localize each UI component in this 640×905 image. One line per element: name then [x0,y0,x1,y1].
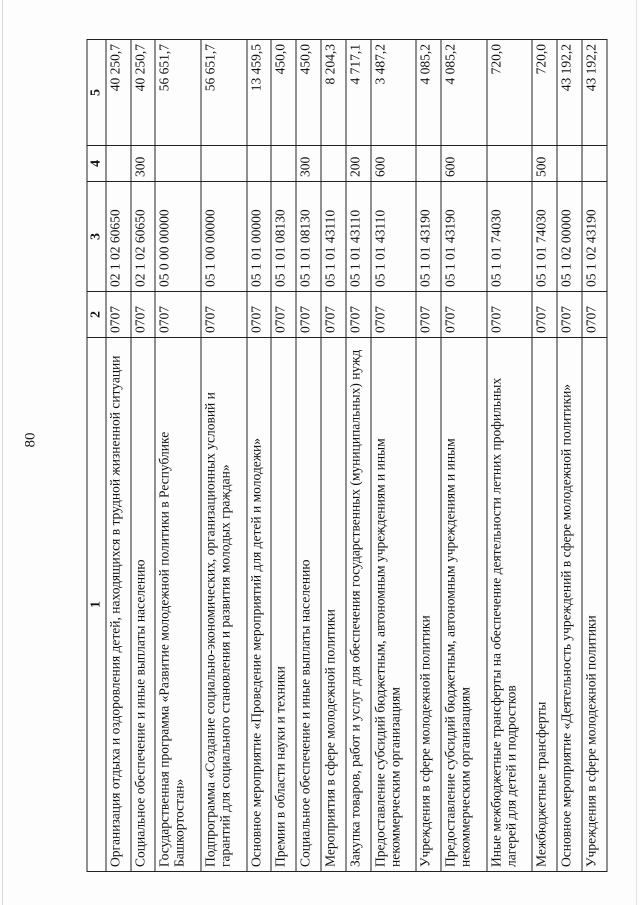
row-section-cell: 0707 [130,292,155,338]
row-amount-cell: 56 651,7 [200,40,246,146]
row-section-cell: 0707 [200,292,246,338]
table-row [582,40,607,872]
table-row [105,40,130,872]
row-name-cell: Закупка товаров, работ и услуг для обеспечения государственных (муниципальных) нужд [345,338,370,872]
page-edge-right [636,0,637,905]
row-target-cell: 05 1 01 43110 [345,182,370,292]
row-target-cell: 05 1 01 43110 [370,182,416,292]
row-type-cell [246,146,271,182]
table-row [271,40,296,872]
row-type-cell [416,146,441,182]
row-type-cell: 200 [345,146,370,182]
row-section-cell: 0707 [296,292,321,338]
row-amount-cell: 4 085,2 [416,40,441,146]
row-amount-cell: 4 085,2 [441,40,487,146]
row-target-cell: 05 1 01 43190 [416,182,441,292]
table-row [486,40,532,872]
row-name-cell: Мероприятия в сфере молодежной политики [321,338,346,872]
row-section-cell: 0707 [557,292,582,338]
table-rotated [86,40,607,872]
row-type-cell [557,146,582,182]
row-name-cell: Основное мероприятие «Деятельность учреждений в сфере молодежной политики» [557,338,582,872]
row-section-cell: 0707 [532,292,557,338]
budget-table [86,39,607,872]
row-name-cell: Премии в области науки и техники [271,338,296,872]
row-amount-cell: 43 192,2 [582,40,607,146]
table-rotation-wrapper [86,40,607,872]
row-target-cell: 05 1 00 00000 [200,182,246,292]
row-amount-cell: 4 717,1 [345,40,370,146]
row-name-cell: Социальное обеспечение и иные выплаты населению [296,338,321,872]
row-section-cell: 0707 [416,292,441,338]
row-target-cell: 05 0 00 00000 [155,182,201,292]
header-col-2: 2 [87,292,106,338]
row-name-cell: Предоставление субсидий бюджетным, автономным учреждениям и иным некоммерческим организациям [370,338,416,872]
row-type-cell: 300 [130,146,155,182]
row-type-cell [271,146,296,182]
row-target-cell: 05 1 02 43190 [582,182,607,292]
table-row [246,40,271,872]
table-row [370,40,416,872]
table-header-row [87,40,106,872]
row-type-cell: 500 [532,146,557,182]
table-row [416,40,441,872]
table-row [557,40,582,872]
table-body [105,40,606,872]
row-amount-cell: 40 250,7 [130,40,155,146]
row-section-cell: 0707 [246,292,271,338]
row-type-cell: 600 [441,146,487,182]
row-type-cell [155,146,201,182]
table-row [155,40,201,872]
header-col-4: 4 [87,146,106,182]
row-target-cell: 05 1 01 08130 [271,182,296,292]
table-row [321,40,346,872]
row-name-cell: Подпрограмма «Создание социально-экономических, организационных условий и гарантий для социального становления и развития молодых граждан» [200,338,246,872]
row-name-cell: Учреждения в сфере молодежной политики [582,338,607,872]
row-target-cell: 02 1 02 60650 [130,182,155,292]
row-name-cell: Социальное обеспечение и иные выплаты населению [130,338,155,872]
row-section-cell: 0707 [271,292,296,338]
row-target-cell: 05 1 01 43110 [321,182,346,292]
row-section-cell: 0707 [105,292,130,338]
row-amount-cell: 43 192,2 [557,40,582,146]
row-target-cell: 05 1 01 00000 [246,182,271,292]
row-target-cell: 05 1 01 74030 [486,182,532,292]
row-amount-cell: 450,0 [296,40,321,146]
page-edge-left [2,0,3,905]
row-target-cell: 05 1 01 74030 [532,182,557,292]
row-amount-cell: 56 651,7 [155,40,201,146]
table-row [296,40,321,872]
row-amount-cell: 40 250,7 [105,40,130,146]
table-row [200,40,246,872]
table-row [345,40,370,872]
row-section-cell: 0707 [345,292,370,338]
row-type-cell [321,146,346,182]
row-target-cell: 05 1 01 43190 [441,182,487,292]
row-section-cell: 0707 [370,292,416,338]
header-col-1: 1 [87,338,106,872]
row-name-cell: Организация отдыха и оздоровления детей, находящихся в трудной жизненной ситуации [105,338,130,872]
table-row [130,40,155,872]
row-target-cell: 05 1 01 08130 [296,182,321,292]
row-section-cell: 0707 [441,292,487,338]
row-amount-cell: 8 204,3 [321,40,346,146]
row-section-cell: 0707 [155,292,201,338]
row-name-cell: Учреждения в сфере молодежной политики [416,338,441,872]
table-row [441,40,487,872]
row-name-cell: Межбюджетные трансферты [532,338,557,872]
header-col-3: 3 [87,182,106,292]
table-row [532,40,557,872]
row-name-cell: Государственная программа «Развитие молодежной политики в Республике Башкортостан» [155,338,201,872]
row-type-cell [582,146,607,182]
row-amount-cell: 3 487,2 [370,40,416,146]
page-number: 80 [22,432,39,448]
row-amount-cell: 720,0 [486,40,532,146]
row-type-cell: 600 [370,146,416,182]
row-name-cell: Основное мероприятие «Проведение мероприятий для детей и молодежи» [246,338,271,872]
row-name-cell: Предоставление субсидий бюджетным, автономным учреждениям и иным некоммерческим организациям [441,338,487,872]
header-col-5: 5 [87,40,106,146]
row-section-cell: 0707 [582,292,607,338]
row-type-cell [486,146,532,182]
row-section-cell: 0707 [321,292,346,338]
row-type-cell [105,146,130,182]
row-type-cell [200,146,246,182]
row-amount-cell: 13 459,5 [246,40,271,146]
row-type-cell: 300 [296,146,321,182]
row-target-cell: 05 1 02 00000 [557,182,582,292]
row-target-cell: 02 1 02 60650 [105,182,130,292]
row-amount-cell: 720,0 [532,40,557,146]
row-amount-cell: 450,0 [271,40,296,146]
row-section-cell: 0707 [486,292,532,338]
row-name-cell: Иные межбюджетные трансферты на обеспечение деятельности летних профильных лагерей для детей и подростков [486,338,532,872]
